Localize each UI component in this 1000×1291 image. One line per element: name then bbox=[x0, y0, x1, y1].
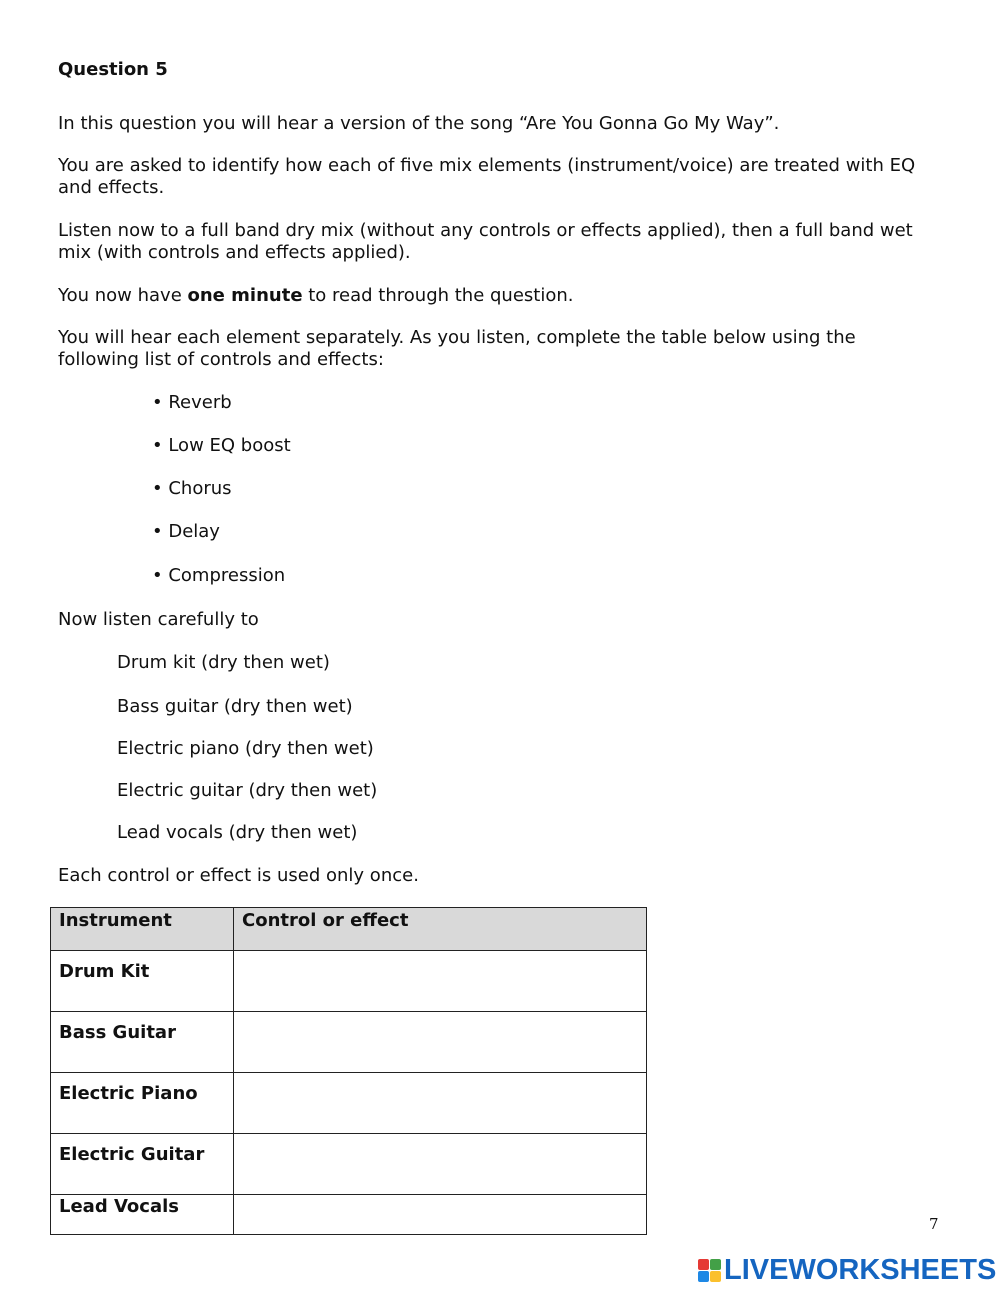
listen-heading: Now listen carefully to bbox=[58, 609, 259, 630]
table-row bbox=[51, 951, 647, 1012]
instrument-cell: Bass Guitar bbox=[51, 1012, 234, 1073]
read-duration: one minute bbox=[187, 285, 303, 306]
effect-item: • Low EQ boost bbox=[152, 435, 291, 456]
table-row bbox=[51, 1012, 647, 1073]
hear-each-paragraph: You will hear each element separately. As you listen, complete the table below using the following list of controls and effects: bbox=[58, 327, 856, 370]
intro-paragraph: In this question you will hear a version of the song “Are You Gonna Go My Way”. bbox=[58, 113, 780, 134]
instrument-cell: Electric Piano bbox=[51, 1073, 234, 1134]
instrument-cell: Electric Guitar bbox=[51, 1134, 234, 1195]
instrument-cell: Drum Kit bbox=[51, 951, 234, 1012]
listen-item: Electric piano (dry then wet) bbox=[117, 738, 374, 759]
logo-tile-icon bbox=[698, 1271, 709, 1282]
liveworksheets-logo-icon bbox=[698, 1259, 721, 1282]
effect-item: • Compression bbox=[152, 565, 286, 586]
read-prefix: You now have bbox=[58, 285, 188, 306]
logo-tile-icon bbox=[710, 1271, 721, 1282]
table-row bbox=[51, 1073, 647, 1134]
page-number: 7 bbox=[929, 1215, 939, 1233]
listen-item: Bass guitar (dry then wet) bbox=[117, 696, 353, 717]
answer-cell[interactable] bbox=[234, 1195, 647, 1235]
answer-cell[interactable] bbox=[234, 1012, 647, 1073]
logo-tile-icon bbox=[698, 1259, 709, 1270]
answer-cell[interactable] bbox=[234, 1134, 647, 1195]
answer-table bbox=[50, 907, 647, 1235]
table-header-row bbox=[51, 908, 647, 951]
effect-item: • Delay bbox=[152, 521, 220, 542]
listen-item: Lead vocals (dry then wet) bbox=[117, 822, 358, 843]
question-heading: Question 5 bbox=[58, 59, 168, 80]
read-suffix: to read through the question. bbox=[302, 285, 574, 306]
liveworksheets-logo-text: LIVEWORKSHEETS bbox=[724, 1253, 997, 1286]
effect-item: • Reverb bbox=[152, 392, 232, 413]
table-row bbox=[51, 1134, 647, 1195]
table-row bbox=[51, 1195, 647, 1235]
listen-item: Electric guitar (dry then wet) bbox=[117, 780, 378, 801]
logo-tile-icon bbox=[710, 1259, 721, 1270]
identify-paragraph: You are asked to identify how each of five mix elements (instrument/voice) are treated with EQ and effects. bbox=[58, 155, 916, 198]
instrument-cell: Lead Vocals bbox=[51, 1195, 234, 1235]
answer-cell[interactable] bbox=[234, 951, 647, 1012]
once-note: Each control or effect is used only once. bbox=[58, 865, 419, 886]
read-time-paragraph bbox=[58, 285, 938, 307]
listen-item: Drum kit (dry then wet) bbox=[117, 652, 330, 673]
liveworksheets-logo bbox=[698, 1254, 996, 1286]
header-control-effect: Control or effect bbox=[234, 908, 647, 951]
effect-item: • Chorus bbox=[152, 478, 232, 499]
listen-mix-paragraph: Listen now to a full band dry mix (without any controls or effects applied), then a full band wet mix (with controls and effects applied). bbox=[58, 220, 913, 263]
header-instrument: Instrument bbox=[51, 908, 234, 951]
answer-cell[interactable] bbox=[234, 1073, 647, 1134]
